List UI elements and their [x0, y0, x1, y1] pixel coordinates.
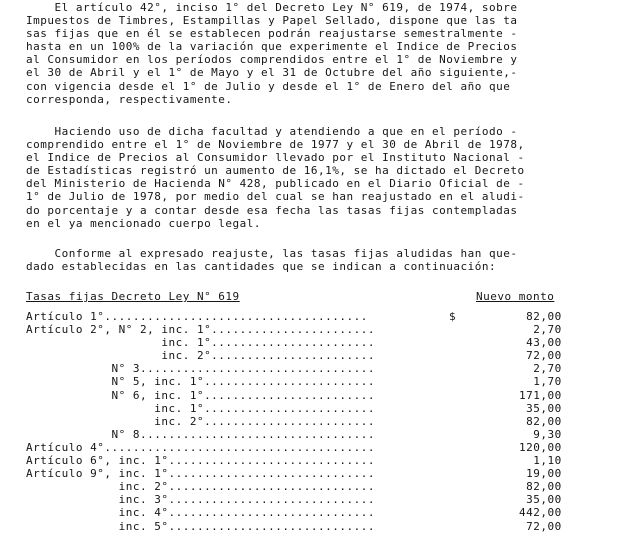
table-item-labels: Artículo 1°..................................... Artículo 2°, N° 2, inc. 1°....................... inc. 1°....................... inc. 2°....................... N° 3................................. N° 5, inc. 1°........................ N° 6, inc. 1°........................ inc. 1°........................ inc. 2°........................ N° 8................................. Artículo 4°...................................... Artículo 6°, inc. 1°............................. Artículo 9°, inc. 1°............................. inc. 2°............................. inc. 3°............................. inc. 4°............................. inc. 5°............................. [26, 310, 376, 533]
table-header-amount: Nuevo monto [476, 290, 555, 303]
table-header-rates: Tasas fijas Decreto Ley N° 619 [26, 290, 240, 303]
paragraph-conforme: Conforme al expresado reajuste, las tasas fijas aludidas han que- dado establecidas en las cantidades que se indican a continuación: [26, 247, 518, 274]
paragraph-article-42: El artículo 42°, inciso 1° del Decreto Ley N° 619, de 1974, sobre Impuestos de Timbres, Estampillas y Papel Sellado, dispone que las ta sas fijas que en él se establecen podrán reajustarse semestralmente - hasta en un 100% de la variación que experimente el Indice de Precios al Consumidor en los períodos comprendidos entre el 1° de Noviembre y el 30 de Abril y el 1° de Mayo y el 31 de Octubre del año siguiente,- con vigencia desde el 1° de Julio y desde el 1° de Enero del año que corresponda, respectivamente. [26, 1, 518, 106]
currency-symbol: $ [449, 310, 457, 323]
paragraph-adjustment: Haciendo uso de dicha facultad y atendiendo a que en el período - comprendido entre el 1° de Noviembre de 1977 y el 30 de Abril de 1978, el Indice de Precios al Consumidor llevado por el Instituto Nacional - de Estadísticas registró un aumento de 16,1%, se ha dictado el Decreto del Ministerio de Hacienda N° 428, publicado en el Diario Oficial de - 1° de Julio de 1978, por medio del cual se han reajustado en el aludi- do porcentaje y a contar desde esa fecha las tasas fijas contempladas en el ya mencionado cuerpo legal. [26, 125, 525, 230]
table-amounts: 82,00 2,70 43,00 72,00 2,70 1,70 171,00 35,00 82,00 9,30 120,00 1,10 19,00 82,00 35,00 442,00 72,00 [519, 310, 562, 533]
